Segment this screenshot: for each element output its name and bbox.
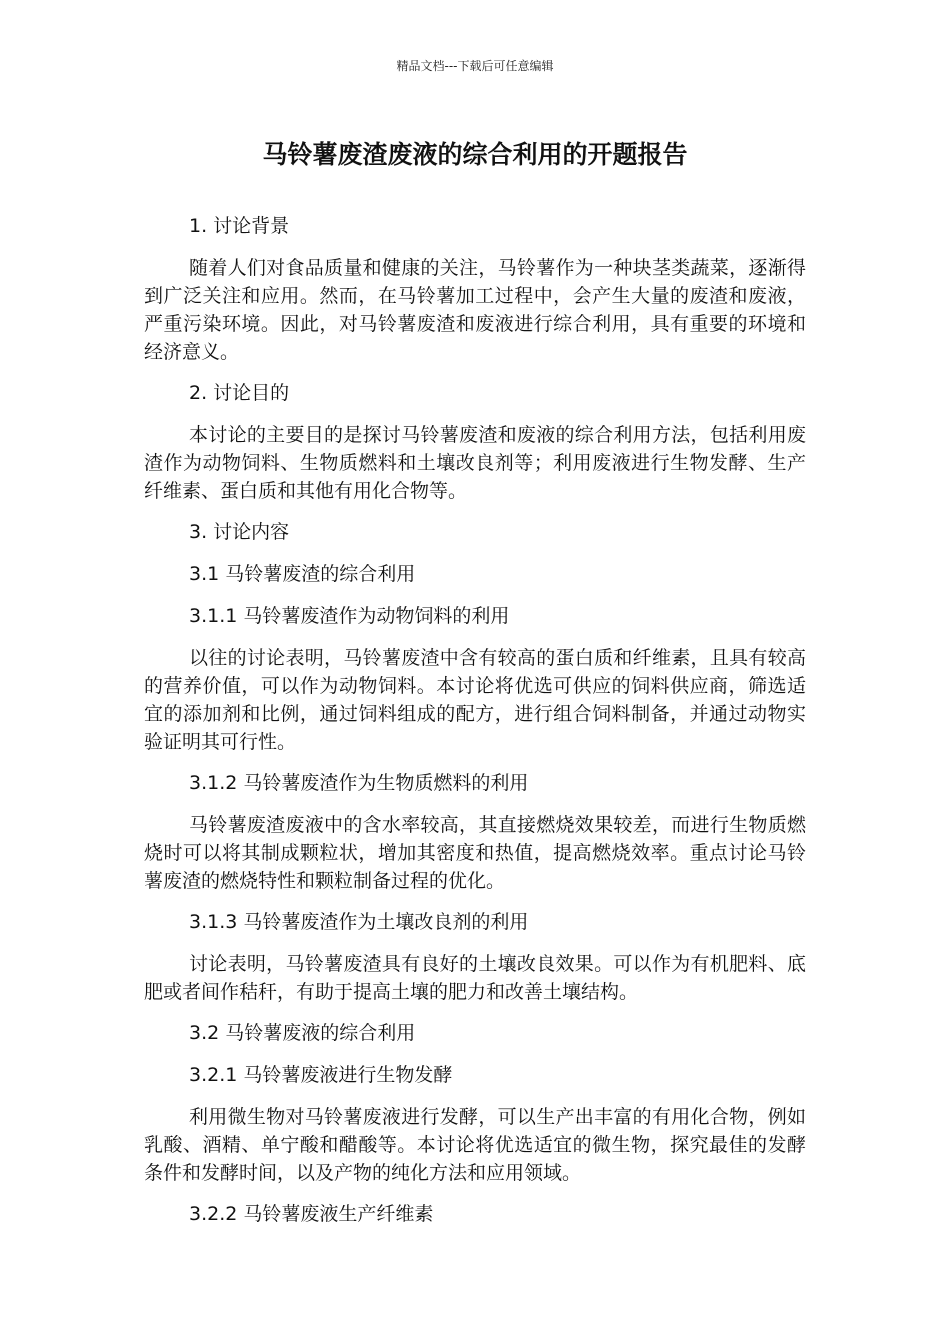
subsection-heading-residue: 3.1 马铃薯废渣的综合利用 [189, 563, 416, 585]
subsection-heading-fermentation: 3.2.1 马铃薯废液进行生物发酵 [189, 1064, 453, 1086]
subsection-heading-soil: 3.1.3 马铃薯废渣作为土壤改良剂的利用 [189, 911, 529, 933]
paragraph-feed: 以往的讨论表明，马铃薯废渣中含有较高的蛋白质和纤维素，且具有较高的营养价值，可以作为动物饲料。本讨论将优选可供应的饲料供应商，筛选适宜的添加剂和比例，通过饲料组成的配方，进行组合饲料制备，并通过动物实验证明其可行性。 [144, 647, 806, 753]
header-note: 精品文档---下载后可任意编辑 [396, 59, 554, 73]
document-title: 马铃薯废渣废液的综合利用的开题报告 [262, 140, 688, 169]
paragraph-purpose: 本讨论的主要目的是探讨马铃薯废渣和废液的综合利用方法，包括利用废渣作为动物饲料、生物质燃料和土壤改良剂等；利用废液进行生物发酵、生产纤维素、蛋白质和其他有用化合物等。 [144, 424, 806, 502]
subsection-heading-fuel: 3.1.2 马铃薯废渣作为生物质燃料的利用 [189, 772, 529, 794]
section-heading-purpose: 2. 讨论目的 [189, 382, 290, 404]
section-heading-content: 3. 讨论内容 [189, 521, 290, 543]
document-body [144, 212, 806, 1242]
subsection-heading-liquid: 3.2 马铃薯废液的综合利用 [189, 1022, 416, 1044]
subsection-heading-cellulose: 3.2.2 马铃薯废液生产纤维素 [189, 1203, 434, 1225]
subsection-heading-feed: 3.1.1 马铃薯废渣作为动物饲料的利用 [189, 605, 510, 627]
paragraph-background: 随着人们对食品质量和健康的关注，马铃薯作为一种块茎类蔬菜，逐渐得到广泛关注和应用。然而，在马铃薯加工过程中，会产生大量的废渣和废液，严重污染环境。因此，对马铃薯废渣和废液进行综合利用，具有重要的环境和经济意义。 [144, 257, 806, 363]
section-heading-background: 1. 讨论背景 [189, 215, 290, 237]
paragraph-soil: 讨论表明，马铃薯废渣具有良好的土壤改良效果。可以作为有机肥料、底肥或者间作秸秆，有助于提高土壤的肥力和改善土壤结构。 [144, 953, 806, 1003]
paragraph-fuel: 马铃薯废渣废液中的含水率较高，其直接燃烧效果较差，而进行生物质燃烧时可以将其制成颗粒状，增加其密度和热值，提高燃烧效率。重点讨论马铃薯废渣的燃烧特性和颗粒制备过程的优化。 [144, 814, 806, 892]
paragraph-fermentation: 利用微生物对马铃薯废液进行发酵，可以生产出丰富的有用化合物，例如乳酸、酒精、单宁酸和醋酸等。本讨论将优选适宜的微生物，探究最佳的发酵条件和发酵时间，以及产物的纯化方法和应用领域。 [144, 1106, 806, 1184]
